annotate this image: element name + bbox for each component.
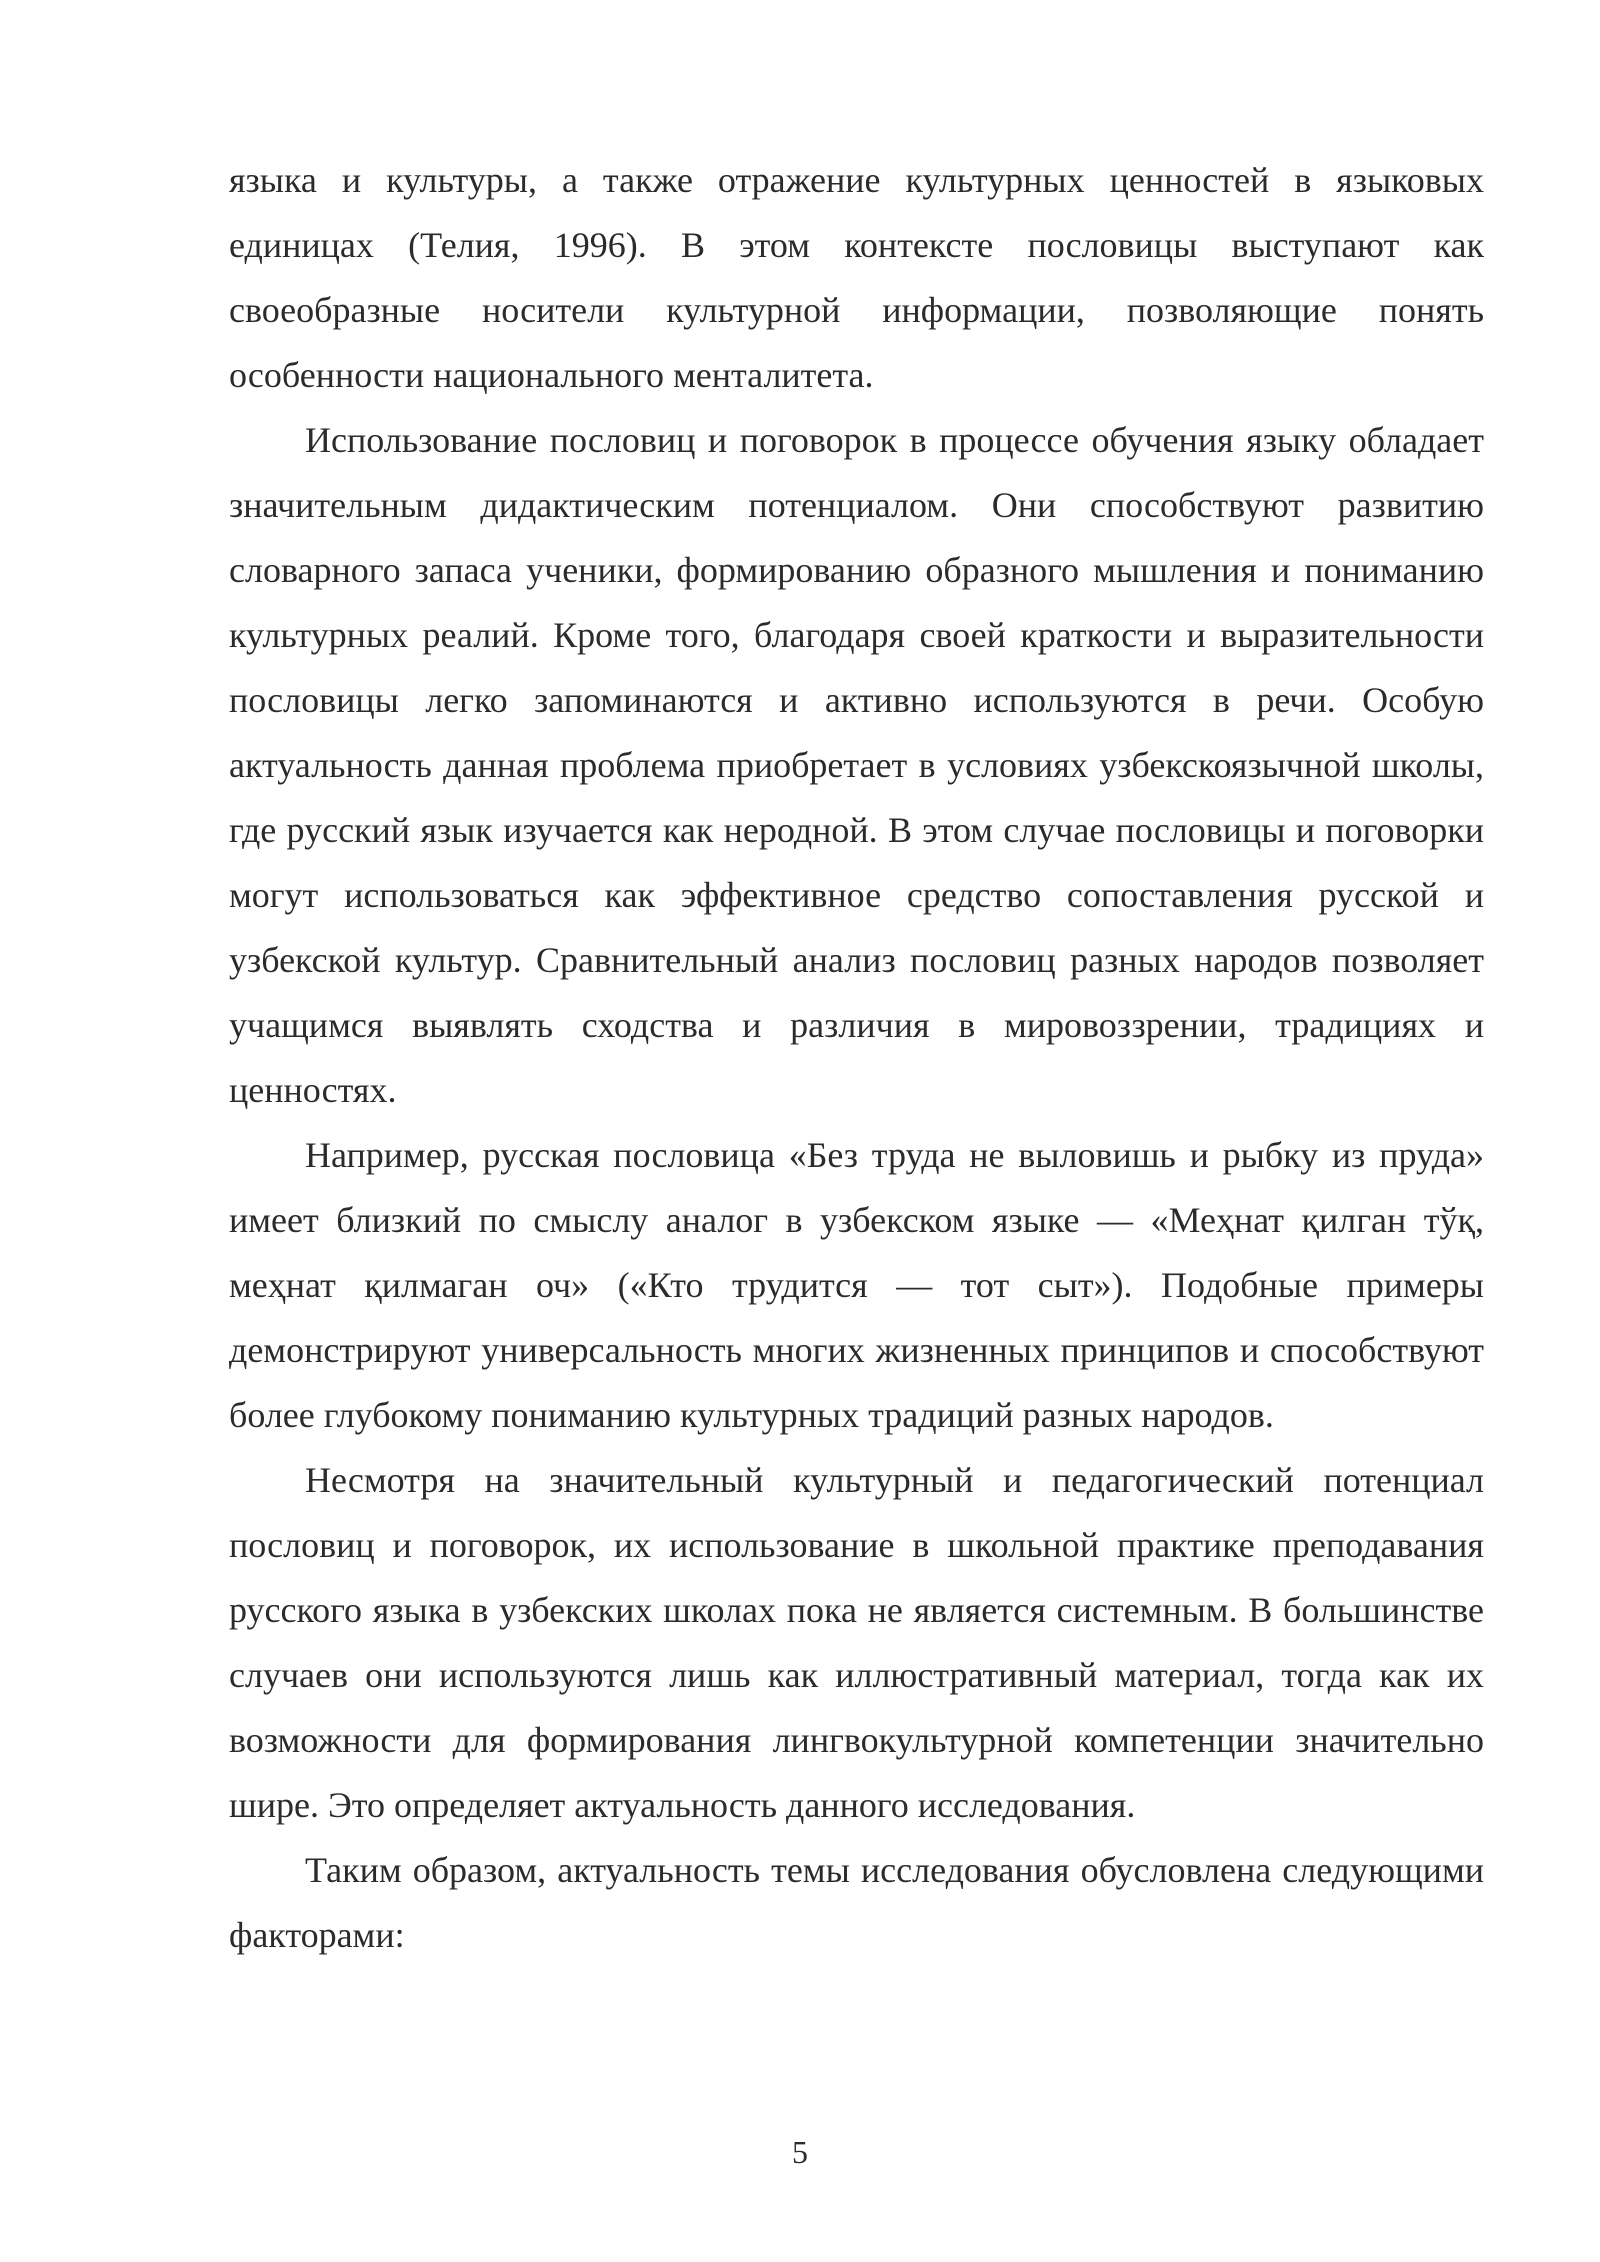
paragraph-continuation: языка и культуры, а также отражение культурных ценностей в языковых единицах (Телия, 1996). В этом контексте пословицы выступают как своеобразные носители культурной информации, позволяющие понять особенности национального менталитета. [229, 160, 1484, 395]
page-number: 5 [792, 2134, 808, 2170]
paragraph-conclusion: Таким образом, актуальность темы исследования обусловлена следующими факторами: [229, 1850, 1484, 1955]
paragraph-didactic-potential: Использование пословиц и поговорок в процессе обучения языку обладает значительным дидактическим потенциалом. Они способствуют развитию словарного запаса ученики, формированию образного мышления и пониманию культурных реалий. Кроме того, благодаря своей краткости и выразительности пословицы легко запоминаются и активно используются в речи. Особую актуальность данная проблема приобретает в условиях узбекскоязычной школы, где русский язык изучается как неродной. В этом случае пословицы и поговорки могут использоваться как эффективное средство сопоставления русской и узбекской культур. Сравнительный анализ пословиц разных народов позволяет учащимся выявлять сходства и различия в мировоззрении, традициях и ценностях. [229, 420, 1484, 1110]
body-text [229, 148, 1484, 1968]
paragraph-example: Например, русская пословица «Без труда не выловишь и рыбку из пруда» имеет близкий по смыслу аналог в узбекском языке — «Меҳнат қилган тўқ, меҳнат қилмаган оч» («Кто трудится — тот сыт»). Подобные примеры демонстрируют универсальность многих жизненных принципов и способствуют более глубокому пониманию культурных традиций разных народов. [229, 1135, 1484, 1435]
paragraph-school-practice: Несмотря на значительный культурный и педагогический потенциал пословиц и поговорок, их использование в школьной практике преподавания русского языка в узбекских школах пока не является системным. В большинстве случаев они используются лишь как иллюстративный материал, тогда как их возможности для формирования лингвокультурной компетенции значительно шире. Это определяет актуальность данного исследования. [229, 1460, 1484, 1825]
